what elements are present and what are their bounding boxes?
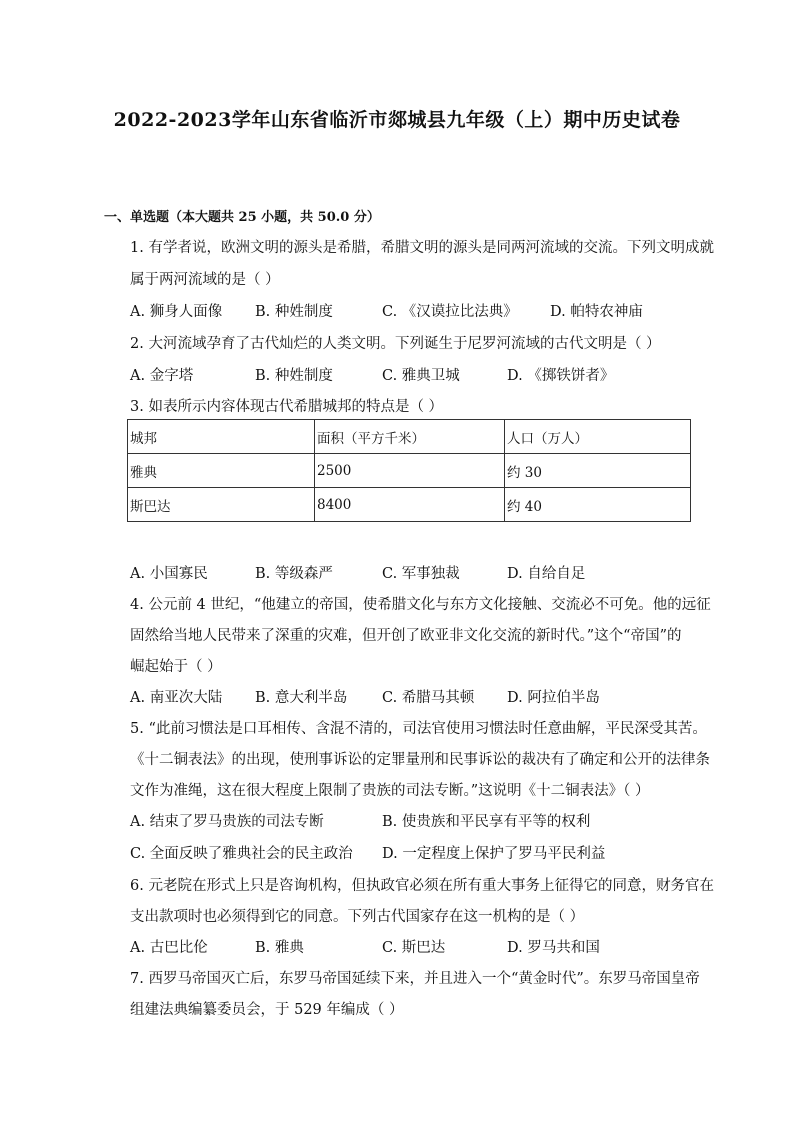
option-b: B. 使贵族和平民享有平等的权利 (382, 814, 591, 830)
option-c: C. 希腊马其顿 (382, 690, 475, 706)
question-5-line-3: 文作为准绳，这在很大程度上限制了贵族的司法专断。”这说明《十二铜表法》（ ） (130, 783, 650, 799)
table-header-row (128, 420, 691, 454)
option-a: A. 金字塔 (130, 368, 194, 384)
question-4-line-3: 崛起始于（ ） (130, 659, 222, 675)
option-a: A. 狮身人面像 (130, 304, 223, 320)
question-6-line-2: 支出款项时也必须得到它的同意。下列古代国家存在这一机构的是（ ） (130, 909, 585, 925)
question-7-line-2: 组建法典编纂委员会，于 529 年编成（ ） (130, 1002, 404, 1018)
option-a: A. 小国寡民 (130, 566, 208, 582)
table-header-cell: 城邦 (128, 420, 315, 454)
table-header-cell: 面积（平方千米） (315, 420, 505, 454)
table-cell: 雅典 (128, 454, 315, 488)
data-table (127, 419, 691, 522)
table-cell: 2500 (315, 454, 505, 488)
table-cell: 约 40 (505, 488, 691, 522)
section-heading: 一、单选题（本大题共 25 小题，共 50.0 分） (104, 210, 380, 225)
question-1-line-2: 属于两河流域的是（ ） (130, 272, 280, 288)
question-4-line-2: 固然给当地人民带来了深重的灾难，但开创了欧亚非文化交流的新时代。”这个“帝国”的 (130, 628, 682, 644)
question-7-line-1: 7. 西罗马帝国灭亡后，东罗马帝国延续下来，并且进入一个“黄金时代”。东罗马帝国皇帝 (130, 971, 700, 987)
page-title: 2022-2023学年山东省临沂市郯城县九年级（上）期中历史试卷 (113, 109, 681, 131)
option-d: D. 《掷铁饼者》 (507, 368, 615, 384)
table-header-cell: 人口（万人） (505, 420, 691, 454)
question-4-line-1: 4. 公元前 4 世纪，“他建立的帝国，使希腊文化与东方文化接触、交流必不可免。他的远征 (130, 597, 711, 613)
option-d: D. 罗马共和国 (507, 940, 600, 956)
option-c: C. 全面反映了雅典社会的民主政治 (130, 846, 353, 862)
option-b: B. 种姓制度 (255, 304, 333, 320)
option-d: D. 自给自足 (507, 566, 586, 582)
question-3-line-1: 3. 如表所示内容体现古代希腊城邦的特点是（ ） (130, 399, 444, 415)
table-cell: 8400 (315, 488, 505, 522)
option-d: D. 帕特农神庙 (550, 304, 643, 320)
option-d: D. 阿拉伯半岛 (507, 690, 600, 706)
question-1-line-1: 1. 有学者说，欧洲文明的源头是希腊，希腊文明的源头是同两河流域的交流。下列文明成就 (130, 240, 714, 256)
option-a: A. 南亚次大陆 (130, 690, 223, 706)
table-cell: 斯巴达 (128, 488, 315, 522)
option-c: C. 《汉谟拉比法典》 (382, 304, 518, 320)
table-row (128, 454, 691, 488)
question-2-line-1: 2. 大河流域孕育了古代灿烂的人类文明。下列诞生于尼罗河流域的古代文明是（ ） (130, 336, 661, 352)
table-cell: 约 30 (505, 454, 691, 488)
option-b: B. 雅典 (255, 940, 304, 956)
option-c: C. 斯巴达 (382, 940, 446, 956)
question-5-line-1: 5. “此前习惯法是口耳相传、含混不清的，司法官使用习惯法时任意曲解，平民深受其苦。 (130, 721, 707, 737)
question-6-line-1: 6. 元老院在形式上只是咨询机构，但执政官必须在所有重大事务上征得它的同意，财务官在 (130, 878, 714, 894)
option-b: B. 意大利半岛 (255, 690, 348, 706)
option-a: A. 结束了罗马贵族的司法专断 (130, 814, 324, 830)
option-c: C. 雅典卫城 (382, 368, 460, 384)
option-b: B. 等级森严 (255, 566, 333, 582)
option-c: C. 军事独裁 (382, 566, 460, 582)
table-row (128, 488, 691, 522)
option-d: D. 一定程度上保护了罗马平民利益 (382, 846, 606, 862)
option-a: A. 古巴比伦 (130, 940, 208, 956)
option-b: B. 种姓制度 (255, 368, 333, 384)
question-5-line-2: 《十二铜表法》的出现，使刑事诉讼的定罪量刑和民事诉讼的裁决有了确定和公开的法律条 (130, 752, 710, 768)
